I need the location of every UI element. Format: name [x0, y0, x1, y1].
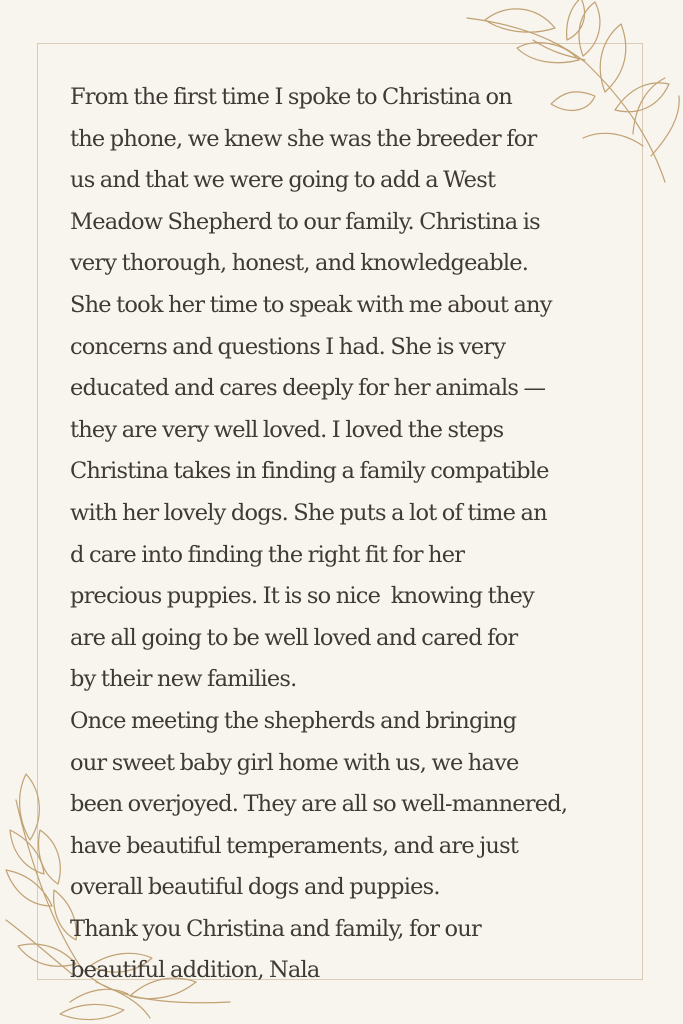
- text-line: with her lovely dogs. She puts a lot of time an: [70, 499, 547, 526]
- text-line: Meadow Shepherd to our family. Christina is: [70, 208, 540, 235]
- testimonial-text: [70, 77, 650, 992]
- text-line: the phone, we knew she was the breeder for: [70, 125, 537, 152]
- text-line: our sweet baby girl home with us, we have: [70, 749, 519, 776]
- text-line: concerns and questions I had. She is very: [70, 333, 506, 360]
- text-line: overall beautiful dogs and puppies.: [70, 874, 440, 901]
- text-line: Thank you Christina and family, for our: [70, 915, 481, 942]
- text-line: She took her time to speak with me about any: [70, 291, 552, 318]
- text-line: educated and cares deeply for her animals —: [70, 375, 546, 402]
- text-line: been overjoyed. They are all so well-mannered,: [70, 791, 568, 818]
- text-line: very thorough, honest, and knowledgeable.: [70, 250, 529, 277]
- text-line: are all going to be well loved and cared for: [70, 624, 518, 651]
- text-line: by their new families.: [70, 666, 297, 693]
- text-line: us and that we were going to add a West: [70, 167, 496, 194]
- text-line: precious puppies. It is so nice knowing they: [70, 583, 534, 610]
- text-line: Christina takes in finding a family compatible: [70, 458, 549, 485]
- text-line: beautiful addition, Nala: [70, 957, 320, 984]
- text-line: From the first time I spoke to Christina on: [70, 84, 512, 110]
- text-line: they are very well loved. I loved the steps: [70, 416, 504, 443]
- text-line: Once meeting the shepherds and bringing: [70, 707, 517, 734]
- text-line: have beautiful temperaments, and are just: [70, 832, 519, 859]
- text-line: d care into finding the right fit for her: [70, 541, 465, 568]
